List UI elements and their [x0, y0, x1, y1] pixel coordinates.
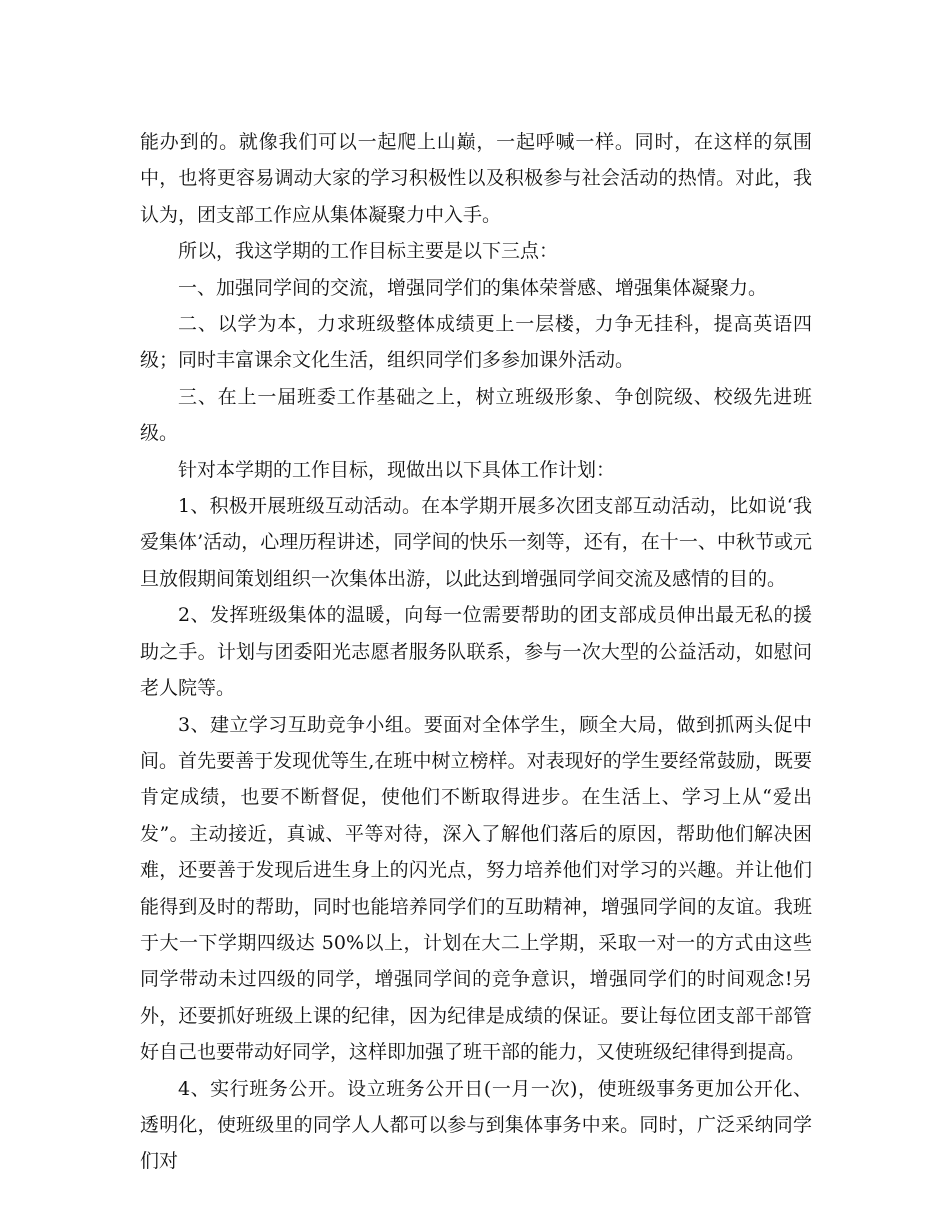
paragraph-goal-3: 三、在上一届班委工作基础之上，树立班级形象、争创院级、校级先进班级。	[140, 385, 812, 445]
paragraph-continuation: 能办到的。就像我们可以一起爬上山巅，一起呼喊一样。同时，在这样的氛围中，也将更容易调动大家的学习积极性以及积极参与社会活动的热情。对此，我认为，团支部工作应从集体凝聚力中入手。	[140, 131, 812, 226]
paragraph-plan-3: 3、建立学习互助竞争小组。要面对全体学生，顾全大局，做到抓两头促中间。首先要善于发现优等生,在班中树立榜样。对表现好的学生要经常鼓励，既要肯定成绩，也要不断督促，使他们不断取得进步。在生活上、学习上从“爱出发”。主动接近，真诚、平等对待，深入了解他们落后的原因，帮助他们解决困难，还要善于发现后进生身上的闪光点，努力培养他们对学习的兴趣。并让他们能得到及时的帮助，同时也能培养同学们的互助精神，增强同学间的友谊。我班于大一下学期四级达 50%以上，计划在大二上学期，采取一对一的方式由这些同学带动未过四级的同学，增强同学间的竞争意识，增强同学们的时间观念!另外，还要抓好班级上课的纪律，因为纪律是成绩的保证。要让每位团支部干部管好自己也要带动好同学，这样即加强了班干部的能力，又使班级纪律得到提高。	[140, 713, 812, 1064]
paragraph-goals-intro: 所以，我这学期的工作目标主要是以下三点：	[178, 240, 559, 263]
paragraph-goal-1: 一、加强同学间的交流，增强同学们的集体荣誉感、增强集体凝聚力。	[178, 276, 768, 299]
paragraph-plan-intro: 针对本学期的工作目标，现做出以下具体工作计划：	[178, 458, 616, 481]
paragraph-plan-4: 4、实行班务公开。设立班务公开日(一月一次)，使班级事务更加公开化、透明化，使班级里的同学人人都可以参与到集体事务中来。同时，广泛采纳同学们对	[140, 1077, 812, 1173]
paragraph-plan-2: 2、发挥班级集体的温暖，向每一位需要帮助的团支部成员伸出最无私的援助之手。计划与团委阳光志愿者服务队联系，参与一次大型的公益活动，如慰问老人院等。	[140, 604, 812, 700]
paragraph-plan-1: 1、积极开展班级互动活动。在本学期开展多次团支部互动活动，比如说‘我爱集体’活动，心理历程讲述，同学间的快乐一刻等，还有，在十一、中秋节或元旦放假期间策划组织一次集体出游，以此达到增强同学间交流及感情的目的。	[140, 495, 812, 590]
paragraph-goal-2: 二、以学为本，力求班级整体成绩更上一层楼，力争无挂科，提高英语四级；同时丰富课余文化生活，组织同学们多参加课外活动。	[140, 313, 812, 372]
document-body	[140, 124, 812, 1180]
